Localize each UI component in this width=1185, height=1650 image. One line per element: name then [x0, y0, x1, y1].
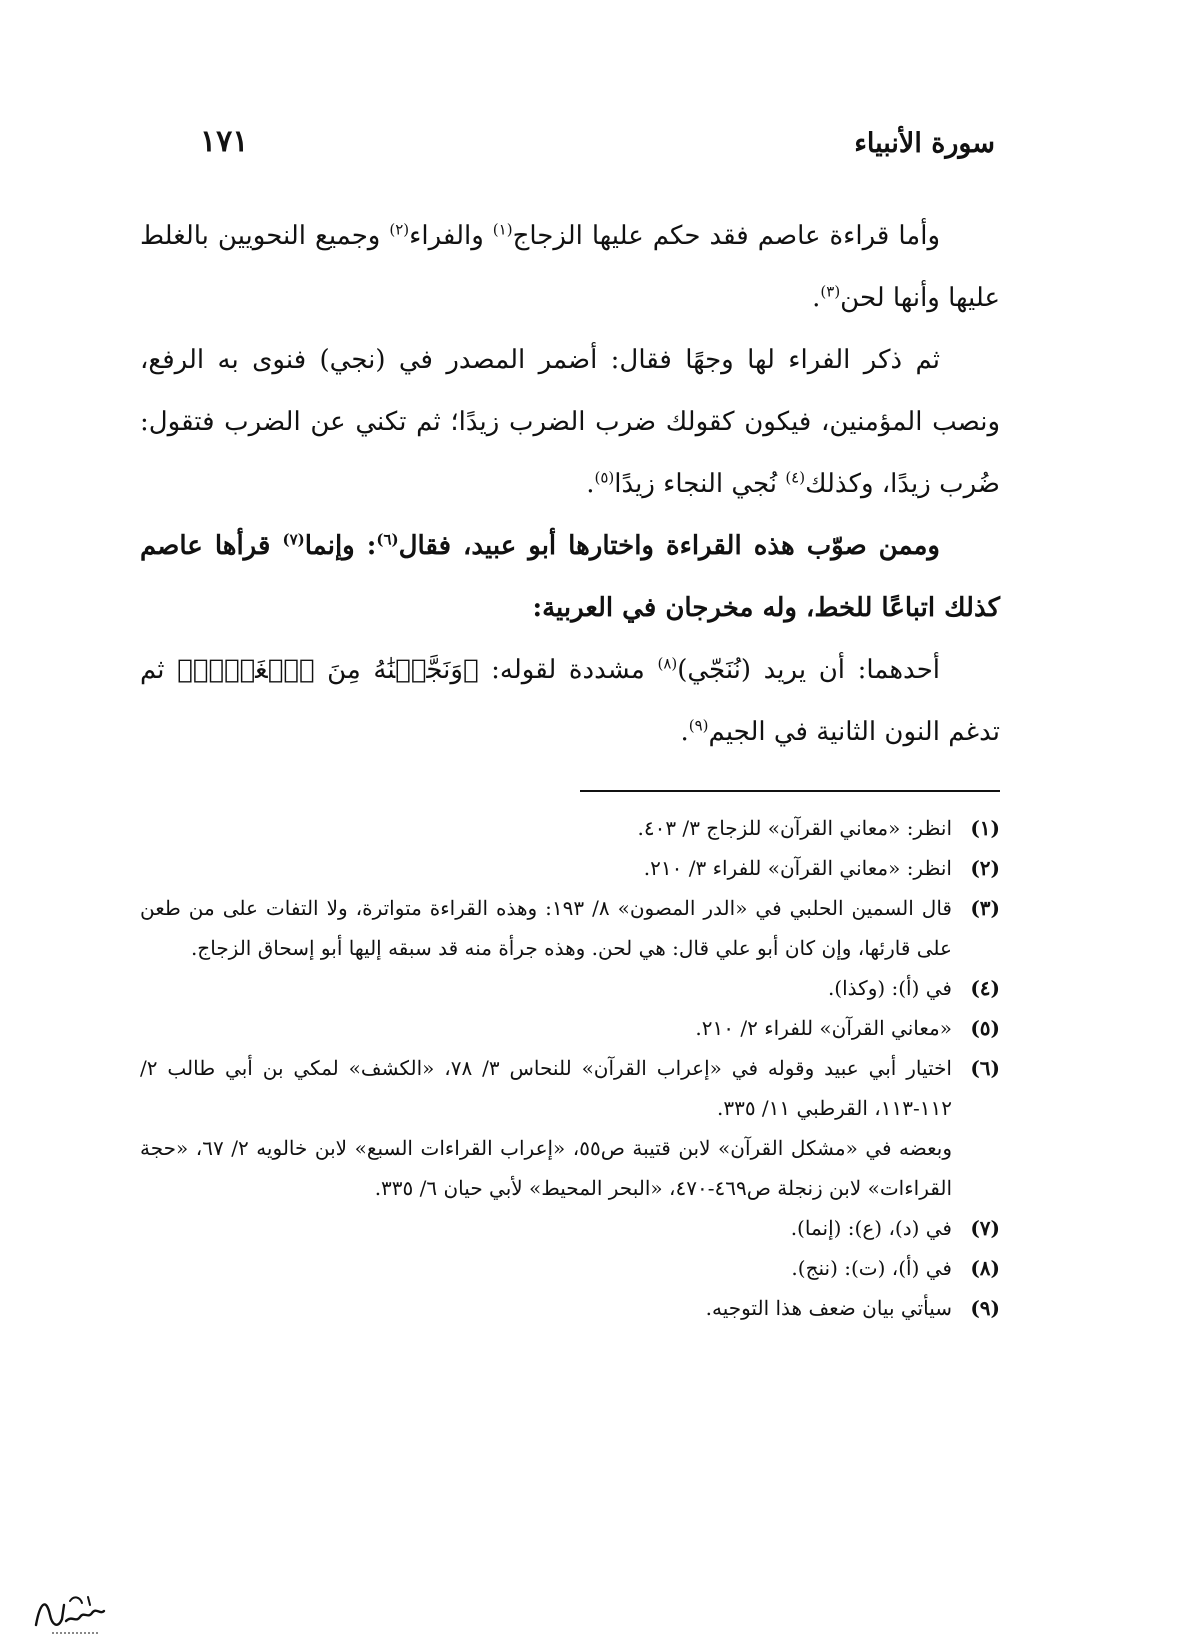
footnote-text: سيأتي بيان ضعف هذا التوجيه.	[705, 1296, 952, 1320]
quran-quote: مشددة لقوله: ﴿وَنَجَّيۡنَٰهُ مِنَ ٱلۡغَمِّۚ﴾ ثم تدغم النون الثانية في الجيم	[140, 655, 1000, 747]
footnote-text: في (أ): (وكذا).	[827, 976, 952, 1000]
paragraph-4	[140, 639, 1000, 763]
text-span: والفراء	[409, 221, 493, 251]
text-span: .	[680, 717, 689, 747]
footnote-number: (٦)	[970, 1056, 1000, 1080]
text-span: نُجي النجاء زيدًا	[614, 469, 786, 499]
footnote-ref[interactable]: (٢)	[389, 220, 410, 239]
text-span: .	[812, 283, 821, 313]
footnote-6-continuation: وبعضه في «مشكل القرآن» لابن قتيبة ص٥٥، «إعراب القراءات السبع» لابن خالويه ٢/ ٦٧، «حجة القراءات» لابن زنجلة ص٤٦٩-٤٧٠، «البحر المحيط» لأبي حيان ٦/ ٣٣٥.	[140, 1136, 952, 1200]
footnotes	[140, 808, 1000, 1328]
footnote-text: في (د)، (ع): (إنما).	[790, 1216, 952, 1240]
footnote-text: قال السمين الحلبي في «الدر المصون» ٨/ ١٩٣: وهذه القراءة متواترة، ولا التفات على من طعن على قارئها، وإن كان أبو علي قال: هي لحن. وهذه جرأة منه قد سبقه إليها أبو إسحاق الزجاج.	[140, 896, 952, 960]
footnote-number: (٢)	[970, 856, 1000, 880]
text-span: وممن صوّب هذه القراءة واختارها أبو عبيد، فقال	[398, 531, 940, 561]
footnote-ref[interactable]: (٩)	[688, 716, 709, 735]
text-span: أحدهما: أن يريد (نُنَجّي)	[677, 655, 940, 685]
text-span: : وإنما	[304, 531, 377, 561]
text-span: .	[586, 469, 595, 499]
text-span: وأما قراءة عاصم فقد حكم عليها الزجاج	[512, 221, 940, 251]
footnote-ref[interactable]: (٣)	[820, 282, 841, 301]
footnote-number: (٣)	[970, 896, 1000, 920]
footnote-text: انظر: «معاني القرآن» للزجاج ٣/ ٤٠٣.	[637, 816, 952, 840]
footnote-text: في (أ)، (ت): (ننج).	[791, 1256, 952, 1280]
footnote-ref[interactable]: (٦)	[376, 530, 399, 549]
footnote-divider	[580, 790, 1000, 792]
main-text	[140, 205, 1000, 763]
footnote-3	[140, 888, 1000, 968]
footnote-number: (١)	[970, 816, 1000, 840]
footnote-number: (٤)	[970, 976, 1000, 1000]
footnote-number: (٨)	[970, 1256, 1000, 1280]
almostafa-logo	[30, 1585, 110, 1637]
footnote-number: (٥)	[970, 1016, 1000, 1040]
footnote-ref[interactable]: (٤)	[785, 468, 806, 487]
paragraph-1	[140, 205, 1000, 329]
footnote-number: (٩)	[970, 1296, 1000, 1320]
footnote-7	[140, 1208, 1000, 1248]
page-header	[200, 124, 995, 178]
footnote-1	[140, 808, 1000, 848]
text-span: وجميع النحويين بالغلط عليها وأنها لحن	[140, 221, 1000, 313]
footnote-5	[140, 1008, 1000, 1048]
text-span: ثم ذكر الفراء لها وجهًا فقال: أضمر المصدر في (نجي) فنوى به الرفع، ونصب المؤمنين، فيكون كقولك ضرب الضرب زيدًا؛ ثم تكني عن الضرب فتقول: ضُرب زيدًا، وكذلك	[140, 345, 1000, 499]
footnote-ref[interactable]: (٥)	[594, 468, 615, 487]
footnote-text: انظر: «معاني القرآن» للفراء ٣/ ٢١٠.	[643, 856, 952, 880]
footnote-ref[interactable]: (١)	[492, 220, 513, 239]
paragraph-3	[140, 515, 1000, 639]
page-number: ١٧١	[200, 124, 249, 159]
running-title: سورة الأنبياء	[854, 128, 995, 159]
paragraph-2	[140, 329, 1000, 515]
footnote-8	[140, 1248, 1000, 1288]
footnote-ref[interactable]: (٨)	[657, 654, 678, 673]
text-span: قرأها عاصم كذلك اتباعًا للخط، وله مخرجان في العربية:	[140, 531, 1000, 623]
footnote-number: (٧)	[970, 1216, 1000, 1240]
footnote-9	[140, 1288, 1000, 1328]
footnote-text: اختيار أبي عبيد وقوله في «إعراب القرآن» للنحاس ٣/ ٧٨، «الكشف» لمكي بن أبي طالب ٢/ ١١٢-١١٣، القرطبي ١١/ ٣٣٥.	[140, 1056, 952, 1120]
footnote-6	[140, 1048, 1000, 1128]
footnote-2	[140, 848, 1000, 888]
footnote-text: «معاني القرآن» للفراء ٢/ ٢١٠.	[695, 1016, 952, 1040]
footnote-ref[interactable]: (٧)	[282, 530, 305, 549]
footnote-4	[140, 968, 1000, 1008]
